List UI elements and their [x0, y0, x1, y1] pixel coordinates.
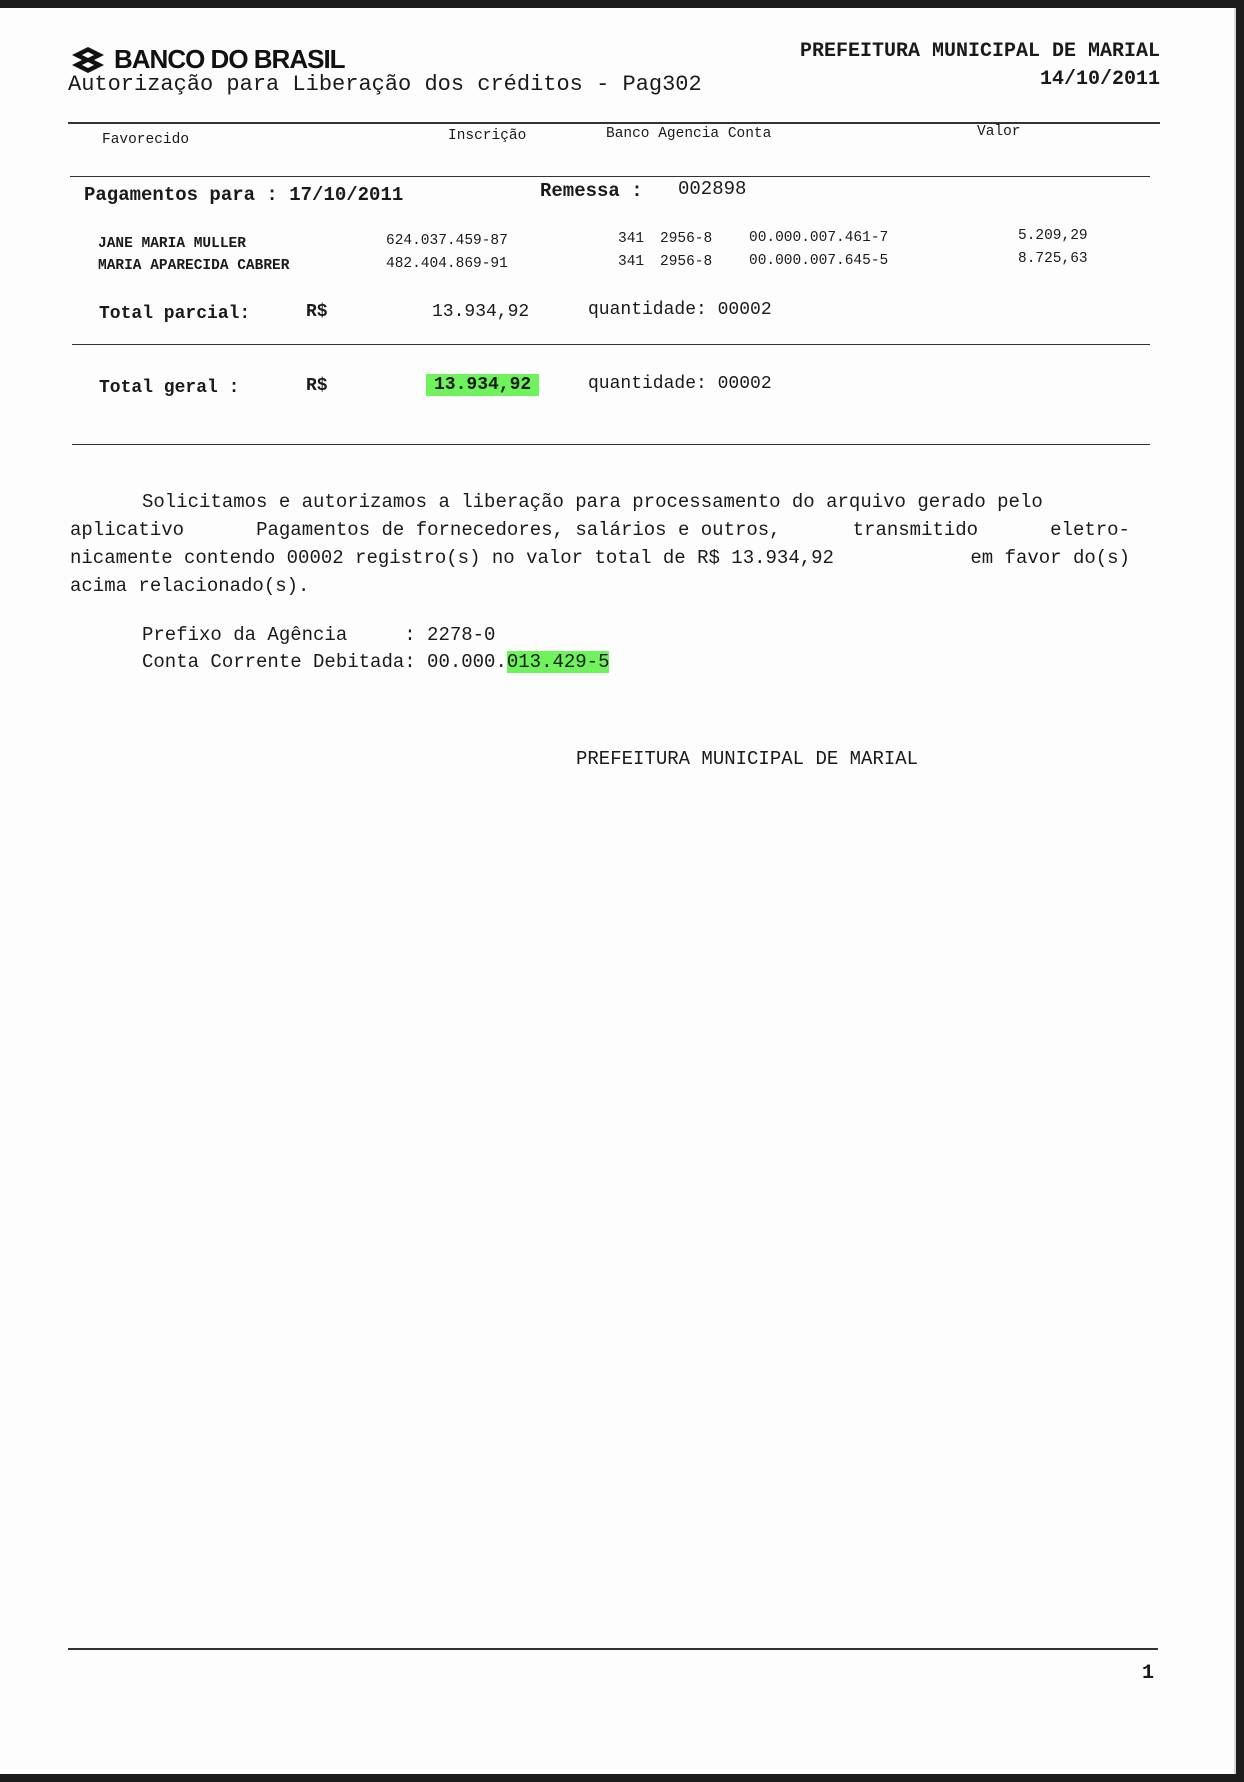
- bank-name: BANCO DO BRASIL: [114, 44, 345, 74]
- paragraph-line: Solicitamos e autorizamos a liberação para processamento do arquivo gerado pelo: [142, 491, 1043, 513]
- totals-divider: [72, 344, 1150, 345]
- bank-logo: [68, 44, 345, 75]
- row-inscricao: 624.037.459-87: [386, 233, 508, 249]
- paragraph-word: aplicativo: [70, 519, 185, 541]
- row-favorecido: MARIA APARECIDA CABRER: [98, 258, 290, 274]
- document-title: Autorização para Liberação dos créditos - Pag302: [68, 72, 702, 97]
- payment-date-label: Pagamentos para : 17/10/2011: [84, 184, 404, 206]
- paragraph-word: em favor do(s): [970, 547, 1130, 569]
- agency-prefix: Prefixo da Agência : 2278-0: [142, 624, 496, 646]
- document-page: [0, 8, 1236, 1774]
- authorization-paragraph: [70, 488, 1130, 600]
- paragraph-word: transmitido: [852, 519, 979, 541]
- paragraph-line: [70, 544, 1130, 572]
- column-divider: [70, 176, 1150, 177]
- row-valor: 8.725,63: [1018, 251, 1088, 267]
- total-parcial-value: 13.934,92: [432, 302, 530, 322]
- row-conta: 00.000.007.645-5: [749, 253, 889, 269]
- total-geral-quantity: quantidade: 00002: [588, 374, 772, 394]
- column-header-inscricao: Inscrição: [448, 128, 527, 144]
- column-header-favorecido: Favorecido: [102, 132, 190, 148]
- row-inscricao: 482.404.869-91: [386, 256, 508, 272]
- row-agencia: 2956-8: [660, 231, 713, 247]
- remessa-number: 002898: [678, 178, 747, 200]
- total-geral-value: 13.934,92: [426, 374, 539, 396]
- column-header-banco-agencia-conta: Banco Agencia Conta: [606, 126, 772, 142]
- header-organization: PREFEITURA MUNICIPAL DE MARIAL: [799, 40, 1160, 63]
- paragraph-word: eletro-: [1050, 519, 1130, 541]
- total-geral-label: Total geral :: [99, 378, 240, 398]
- total-geral-currency: R$: [306, 376, 328, 396]
- paragraph-word: Pagamentos de fornecedores, salários e outros,: [256, 519, 781, 541]
- total-parcial-quantity: quantidade: 00002: [588, 300, 772, 320]
- column-header-valor: Valor: [977, 124, 1021, 140]
- row-favorecido: JANE MARIA MULLER: [98, 236, 246, 252]
- page-number: 1: [1141, 1662, 1154, 1685]
- paragraph-line: acima relacionado(s).: [70, 575, 310, 597]
- paragraph-word: nicamente contendo 00002 registro(s) no valor total de R$ 13.934,92: [70, 547, 834, 569]
- row-banco: 341: [618, 254, 645, 270]
- debited-account-highlight: 013.429-5: [506, 651, 610, 673]
- row-banco: 341: [618, 231, 645, 247]
- total-parcial-currency: R$: [306, 302, 328, 322]
- header-date: 14/10/2011: [1039, 68, 1160, 91]
- remessa-label: Remessa :: [540, 180, 643, 202]
- signature-organization: PREFEITURA MUNICIPAL DE MARIAL: [576, 748, 919, 770]
- row-agencia: 2956-8: [660, 254, 713, 270]
- paragraph-line: [70, 516, 1130, 544]
- banco-do-brasil-logo-icon: [68, 45, 108, 75]
- footer-divider: [68, 1648, 1158, 1650]
- total-parcial-label: Total parcial:: [99, 304, 251, 324]
- summary-divider: [72, 444, 1150, 445]
- debited-account-prefix: Conta Corrente Debitada: 00.000.: [142, 651, 507, 673]
- row-valor: 5.209,29: [1018, 228, 1088, 244]
- row-conta: 00.000.007.461-7: [749, 230, 889, 246]
- debited-account: [142, 651, 609, 673]
